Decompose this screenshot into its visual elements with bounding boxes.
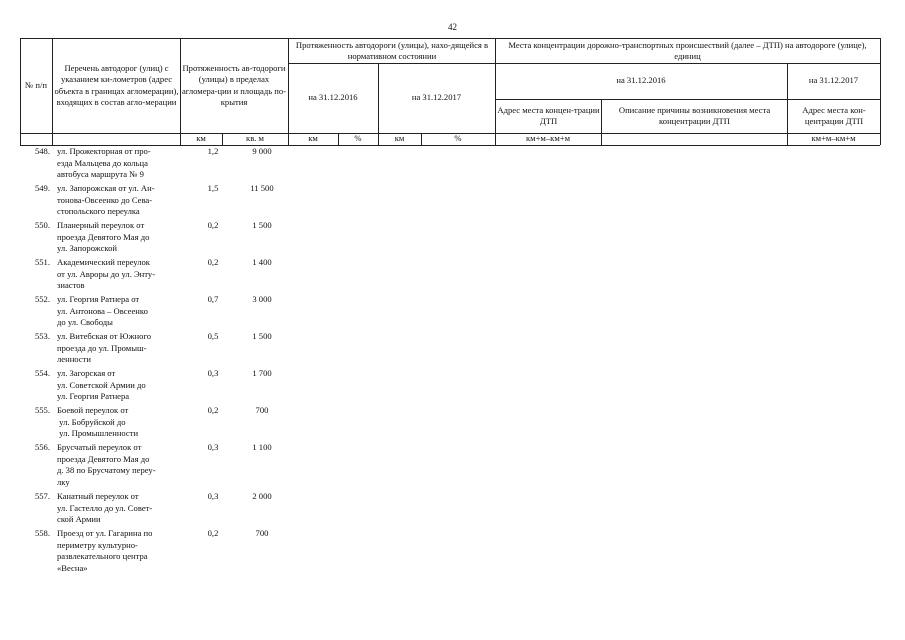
row-number: 548. — [34, 146, 50, 156]
area-sqm: 700 — [255, 405, 269, 415]
length-km: 0,5 — [207, 331, 219, 341]
unit-kmm-2016: км+м–км+м — [525, 133, 571, 144]
road-name — [57, 368, 177, 403]
area-sqm: 9 000 — [252, 146, 272, 156]
road-name-line: ул. Советской Армии до — [57, 379, 146, 390]
road-name-line: ул. Георгия Ратнера — [57, 391, 130, 402]
header-normative-2016: на 31.12.2016 — [308, 92, 358, 103]
road-name-line: ул. Антонова – Овсеенко — [57, 305, 148, 316]
road-name-line: ской Армии — [57, 514, 101, 525]
grid-line — [52, 38, 53, 145]
area-sqm: 2 000 — [252, 491, 272, 501]
road-name-line: лку — [57, 476, 70, 487]
road-name-line: проезда Девятого Мая до — [57, 453, 150, 464]
road-name-line: Планерный переулок от — [57, 220, 145, 230]
road-name-line: ул. Гастелло до ул. Совет- — [57, 502, 153, 513]
unit-pct-2017: % — [454, 133, 462, 144]
road-name-line: ул. Запорожская от ул. Ан- — [57, 183, 155, 193]
row-number: 552. — [34, 294, 50, 304]
area-sqm: 700 — [255, 528, 269, 538]
road-name — [57, 294, 177, 329]
area-sqm: 1 400 — [252, 257, 272, 267]
area-sqm: 1 500 — [252, 331, 272, 341]
row-number: 557. — [34, 491, 50, 501]
road-name-line: развлекательного центра — [57, 551, 148, 562]
road-name-line: д. 38 по Брусчатому переу- — [57, 465, 156, 476]
unit-km-2017: км — [394, 133, 405, 144]
road-name-line: Боевой переулок от — [57, 405, 129, 415]
length-km: 0,3 — [207, 491, 219, 501]
page-number: 42 — [448, 22, 457, 32]
road-name-line: до ул. Свободы — [57, 317, 113, 328]
area-sqm: 1 500 — [252, 220, 272, 230]
length-km: 0,2 — [207, 405, 219, 415]
header-normative-length: Протяженность автодороги (улицы), нахо-дящейся в нормативном состоянии — [295, 39, 489, 61]
length-km: 0,2 — [207, 220, 219, 230]
road-name-line: от ул. Авроры до ул. Энту- — [57, 268, 156, 279]
road-name-line: ул. Прожекторная от про- — [57, 146, 151, 156]
road-name — [57, 442, 177, 488]
row-number: 558. — [34, 528, 50, 538]
row-number: 551. — [34, 257, 50, 267]
grid-line — [880, 38, 881, 145]
length-km: 0,2 — [207, 257, 219, 267]
area-sqm: 3 000 — [252, 294, 272, 304]
row-number: 554. — [34, 368, 50, 378]
road-name — [57, 220, 177, 255]
road-name-line: ул. Георгия Ратнера от — [57, 294, 140, 304]
road-name-line: ул. Загорская от — [57, 368, 116, 378]
length-km: 0,3 — [207, 368, 219, 378]
row-number: 555. — [34, 405, 50, 415]
unit-kmm-2017: км+м–км+м — [811, 133, 856, 144]
header-normative-2017: на 31.12.2017 — [411, 92, 462, 103]
length-km: 0,2 — [207, 528, 219, 538]
road-name-line: ул. Бобруйской до — [57, 416, 126, 427]
header-accident-2016: на 31.12.2016 — [616, 75, 666, 86]
road-name — [57, 257, 177, 292]
header-accident-address-2016: Адрес места концен-трации ДТП — [497, 104, 600, 126]
row-number: 550. — [34, 220, 50, 230]
road-name-line: зиастов — [57, 280, 85, 291]
header-length-area: Протяженность ав-тодороги (улицы) в пределах агломера-ции и площадь по-крытия — [181, 62, 287, 107]
length-km: 1,5 — [207, 183, 219, 193]
road-name-line: «Весна» — [57, 562, 88, 573]
road-name-line: ул. Промышленности — [57, 428, 139, 439]
road-name — [57, 405, 177, 440]
unit-pct-2016: % — [354, 133, 362, 144]
unit-sqm: кв. м — [246, 133, 264, 144]
road-name — [57, 183, 177, 218]
road-name-line: Проезд от ул. Гагарина по — [57, 528, 153, 538]
row-number: 553. — [34, 331, 50, 341]
unit-km: км — [196, 133, 206, 144]
road-name — [57, 331, 177, 366]
road-name-line: периметру культурно- — [57, 539, 138, 550]
road-name-line: Канатный переулок от — [57, 491, 139, 501]
header-accident-cause-2016: Описание причины возникновения места концентрации ДТП — [618, 104, 771, 126]
grid-line — [601, 99, 602, 145]
area-sqm: 11 500 — [250, 183, 274, 193]
road-name-line: проезда до ул. Промыш- — [57, 342, 147, 353]
road-name-line: автобуса маршрута № 9 — [57, 169, 144, 180]
area-sqm: 1 100 — [252, 442, 272, 452]
header-num: № п/п — [25, 79, 47, 90]
road-name-line: ленности — [57, 354, 91, 365]
road-name-line: ул. Запорожской — [57, 243, 118, 254]
area-sqm: 1 700 — [252, 368, 272, 378]
header-accident-address-2017: Адрес места кон-центрации ДТП — [802, 104, 866, 126]
header-accident-places: Места концентрации дорожно-транспортных происшествий (далее – ДТП) на автодороге (улице), единиц — [508, 39, 867, 61]
header-road-list: Перечень автодорог (улиц) с указанием ки-лометров (адрес объекта в границах агломерации), входящих в состав агло-мерации — [54, 62, 179, 107]
road-name-line: езда Мальцева до кольца — [57, 157, 148, 168]
road-name-line: ул. Витебская от Южного — [57, 331, 152, 341]
unit-km-2016: км — [308, 133, 318, 144]
road-name — [57, 146, 177, 181]
road-name-line: Академический переулок — [57, 257, 150, 267]
length-km: 1,2 — [207, 146, 219, 156]
road-name — [57, 491, 177, 526]
length-km: 0,7 — [207, 294, 219, 304]
road-name — [57, 528, 177, 574]
road-name-line: стопольского переулка — [57, 206, 140, 217]
length-km: 0,3 — [207, 442, 219, 452]
road-name-line: Брусчатый переулок от — [57, 442, 142, 452]
road-name-line: проезда Девятого Мая до — [57, 231, 150, 242]
header-accident-2017: на 31.12.2017 — [808, 75, 859, 86]
road-name-line: тонова-Овсеенко до Сева- — [57, 194, 153, 205]
row-number: 549. — [34, 183, 50, 193]
row-number: 556. — [34, 442, 50, 452]
